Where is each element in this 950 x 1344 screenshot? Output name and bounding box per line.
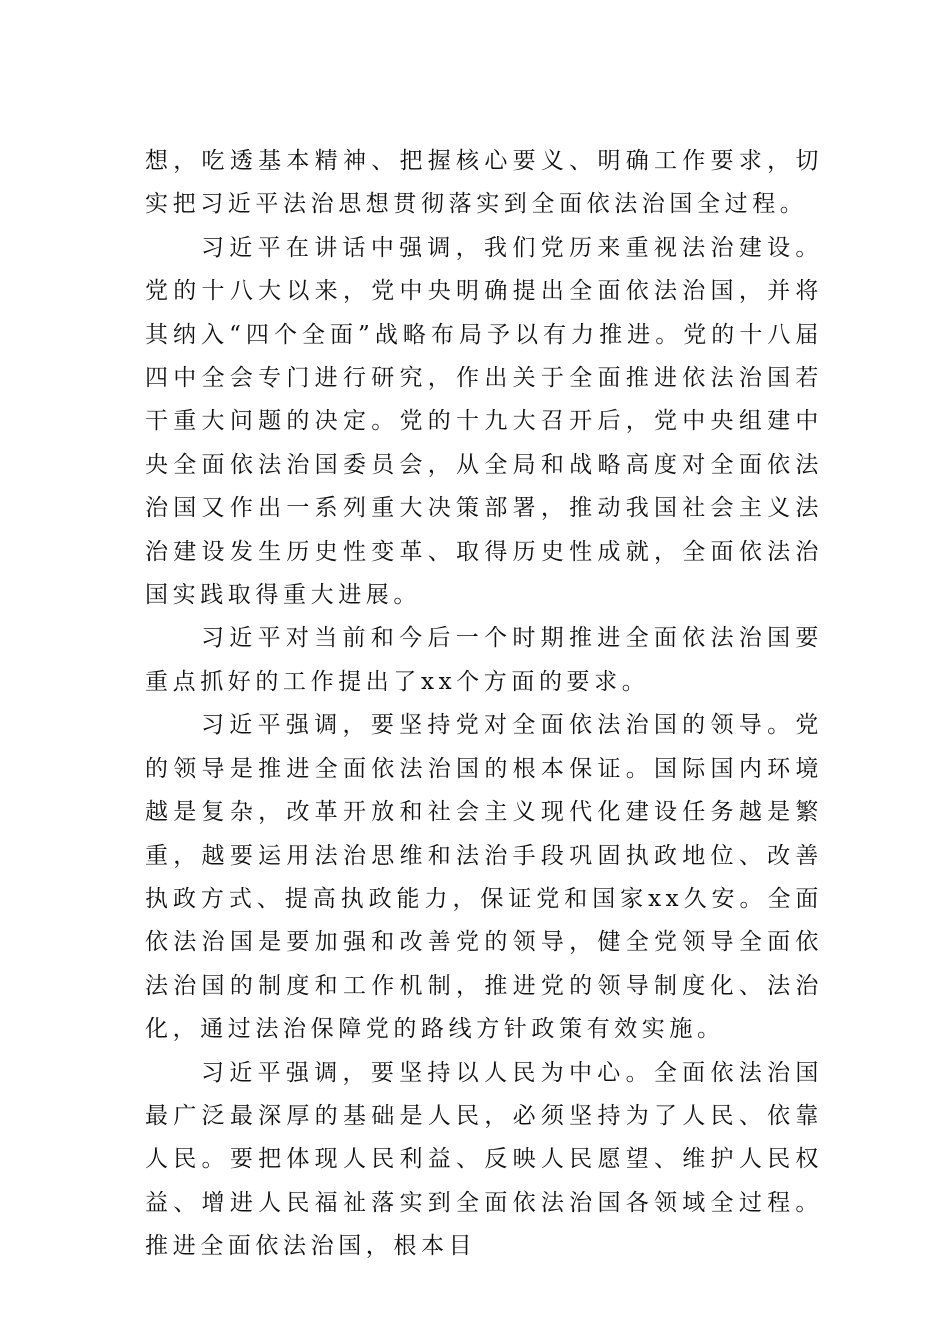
- paragraph-5: 习近平强调，要坚持以人民为中心。全面依法治国最广泛最深厚的基础是人民，必须坚持为了人民、依靠人民。要把体现人民利益、反映人民愿望、维护人民权益、增进人民福祉落实到全面依法治国各领域全过程。推进全面依法治国，根本目: [145, 1059, 823, 1260]
- paragraph-3: 习近平对当前和今后一个时期推进全面依法治国要重点抓好的工作提出了xx个方面的要求。: [145, 625, 823, 695]
- paragraph-1: 想，吃透基本精神、把握核心要义、明确工作要求，切实把习近平法治思想贯彻落实到全面依法治国全过程。: [145, 148, 823, 218]
- paragraph-4: 习近平强调，要坚持党对全面依法治国的领导。党的领导是推进全面依法治国的根本保证。国际国内环境越是复杂，改革开放和社会主义现代化建设任务越是繁重，越要运用法治思维和法治手段巩固执政地位、改善执政方式、提高执政能力，保证党和国家xx久安。全面依法治国是要加强和改善党的领导，健全党领导全面依法治国的制度和工作机制，推进党的领导制度化、法治化，通过法治保障党的路线方针政策有效实施。: [145, 712, 823, 1043]
- document-body: [145, 140, 823, 1269]
- paragraph-2: 习近平在讲话中强调，我们党历来重视法治建设。党的十八大以来，党中央明确提出全面依法治国，并将其纳入“四个全面”战略布局予以有力推进。党的十八届四中全会专门进行研究，作出关于全面推进依法治国若干重大问题的决定。党的十九大召开后，党中央组建中央全面依法治国委员会，从全局和战略高度对全面依法治国又作出一系列重大决策部署，推动我国社会主义法治建设发生历史性变革、取得历史性成就，全面依法治国实践取得重大进展。: [145, 234, 823, 609]
